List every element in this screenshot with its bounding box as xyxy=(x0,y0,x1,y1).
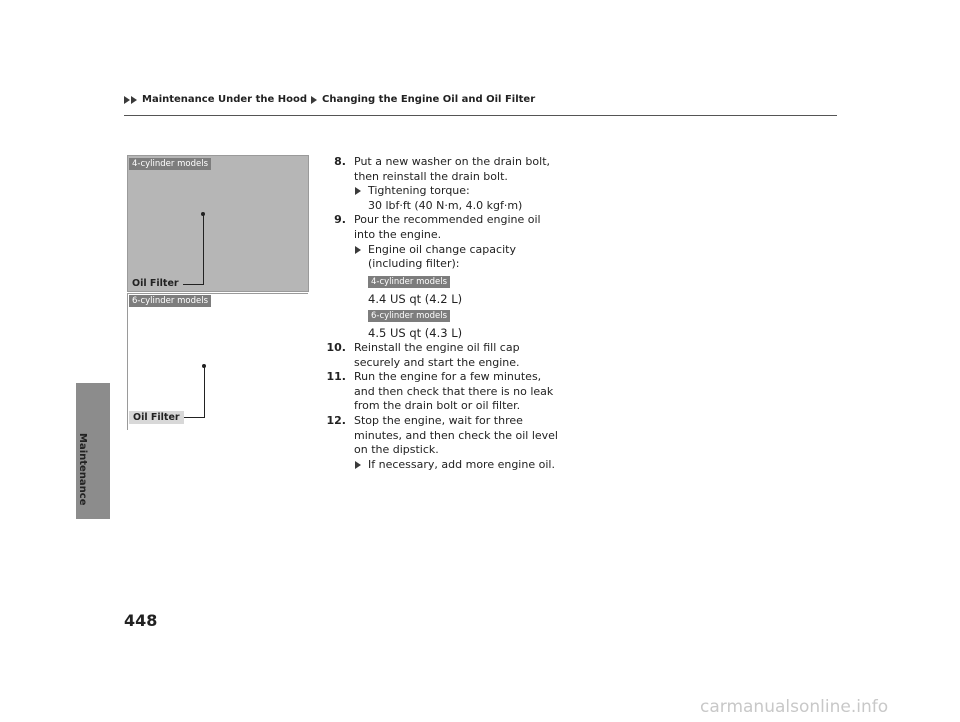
step-item xyxy=(313,370,563,414)
sub-text: Engine oil change capacity (including filter): xyxy=(368,242,516,271)
breadcrumb-arrow-icon xyxy=(311,96,317,104)
breadcrumb xyxy=(124,94,535,105)
sub-arrow-icon xyxy=(355,187,361,195)
callout-leader xyxy=(180,417,205,418)
callout-leader xyxy=(203,214,204,284)
sub-arrow-icon xyxy=(355,461,361,469)
step-item xyxy=(313,213,563,341)
header-divider xyxy=(124,115,837,116)
step-text: Pour the recommended engine oil into the engine. xyxy=(354,213,541,241)
step-subitem xyxy=(354,184,563,213)
breadcrumb-arrow-icon xyxy=(131,96,137,104)
step-item xyxy=(313,155,563,213)
sub-text: If necessary, add more engine oil. xyxy=(368,457,555,471)
step-number: 10. xyxy=(326,340,346,354)
oil-filter-figure-6cyl xyxy=(127,293,308,430)
step-subitem xyxy=(354,243,563,341)
breadcrumb-item-section[interactable]: Maintenance Under the Hood xyxy=(142,94,308,105)
page-number: 448 xyxy=(124,611,158,630)
capacity-value-4cyl: 4.4 US qt (4.2 L) xyxy=(368,291,463,306)
step-subitem xyxy=(354,458,563,473)
step-text: Reinstall the engine oil fill cap securely and start the engine. xyxy=(354,340,520,369)
capacity-tag-6cyl: 6-cylinder models xyxy=(368,310,450,322)
step-number: 12. xyxy=(326,413,346,427)
figure-tag-6cyl: 6-cylinder models xyxy=(129,295,211,307)
step-number: 11. xyxy=(326,370,346,384)
sub-text: Tightening torque: xyxy=(368,184,470,198)
capacity-value-6cyl: 4.5 US qt (4.3 L) xyxy=(368,326,463,341)
step-number: 9. xyxy=(334,213,346,227)
step-number: 8. xyxy=(334,155,346,168)
step-text: Put a new washer on the drain bolt, then reinstall the drain bolt. xyxy=(354,155,551,183)
oil-filter-label: Oil Filter xyxy=(128,277,183,290)
oil-filter-figure-4cyl xyxy=(127,155,309,292)
oil-filter-label: Oil Filter xyxy=(129,411,184,424)
step-text: Stop the engine, wait for three minutes, and then check the oil level on the dipstick. xyxy=(354,413,558,457)
breadcrumb-arrow-icon xyxy=(124,96,130,104)
step-item xyxy=(313,341,563,370)
chapter-side-label: Maintenance xyxy=(77,433,88,506)
breadcrumb-item-topic[interactable]: Changing the Engine Oil and Oil Filter xyxy=(322,94,536,105)
callout-leader xyxy=(204,366,205,417)
sub-value: 30 lbf·ft (40 N·m, 4.0 kgf·m) xyxy=(368,198,523,212)
step-text: Run the engine for a few minutes, and then check that there is no leak from the drain bolt or oil filter. xyxy=(354,370,554,413)
step-item xyxy=(313,414,563,472)
procedure-steps xyxy=(313,155,563,472)
watermark-text: carmanualsonline.info xyxy=(700,697,889,717)
capacity-tag-4cyl: 4-cylinder models xyxy=(368,276,450,288)
figure-tag-4cyl: 4-cylinder models xyxy=(129,158,211,170)
sub-arrow-icon xyxy=(355,246,361,254)
